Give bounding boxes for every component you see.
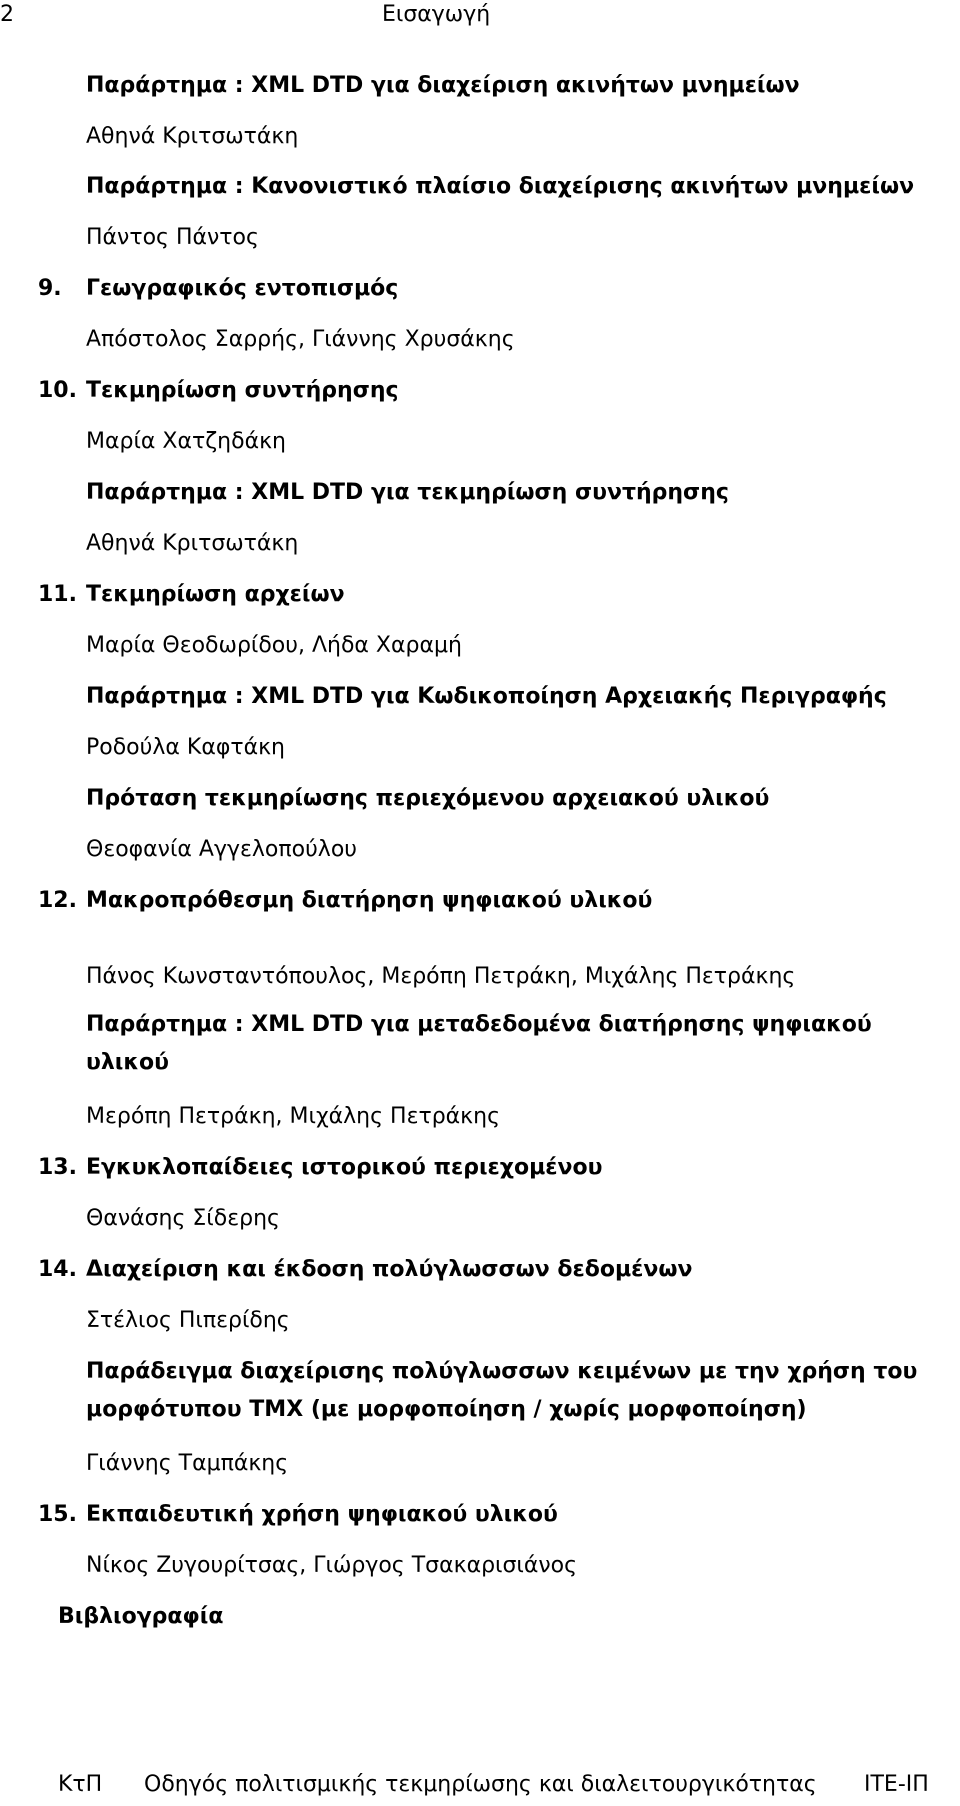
author-line: Απόστολος Σαρρής, Γιάννης Χρυσάκης (86, 327, 515, 352)
author-line: Θεοφανία Αγγελοπούλου (86, 837, 358, 862)
chapter-number: 14. (38, 1257, 77, 1282)
section-heading: Πρόταση τεκμηρίωσης περιεχόμενου αρχειακού υλικού (86, 786, 770, 811)
chapter-heading: Μακροπρόθεσμη διατήρηση ψηφιακού υλικού (86, 888, 653, 913)
chapter-heading: Εκπαιδευτική χρήση ψηφιακού υλικού (86, 1502, 558, 1527)
author-line: Θανάσης Σίδερης (86, 1206, 280, 1231)
chapter-number: 10. (38, 378, 77, 403)
footer-center: Οδηγός πολιτισμικής τεκμηρίωσης και διαλειτουργικότητας (144, 1772, 817, 1797)
chapter-heading: Τεκμηρίωση αρχείων (86, 582, 345, 607)
example-heading: Παράδειγμα διαχείρισης πολύγλωσσων κειμένων με την χρήση του μορφότυπου TMX (με μορφοποίηση / χωρίς μορφοποίηση) (86, 1359, 918, 1422)
author-line: Νίκος Ζυγουρίτσας, Γιώργος Τσακαρισιάνος (86, 1553, 578, 1578)
chapter-heading: Τεκμηρίωση συντήρησης (86, 378, 399, 403)
bibliography-heading: Βιβλιογραφία (58, 1604, 224, 1629)
chapter-number: 12. (38, 888, 77, 913)
author-line: Μερόπη Πετράκη, Μιχάλης Πετράκης (86, 1104, 500, 1129)
chapter-heading: Διαχείριση και έκδοση πολύγλωσσων δεδομένων (86, 1257, 693, 1282)
footer-left: ΚτΠ (58, 1772, 103, 1797)
author-line: Πάνος Κωνσταντόπουλος, Μερόπη Πετράκη, Μιχάλης Πετράκης (86, 964, 796, 989)
chapter-number: 13. (38, 1155, 77, 1180)
chapter-number: 11. (38, 582, 77, 607)
chapter-number: 9. (38, 276, 62, 301)
appendix-heading: Παράρτημα : Κανονιστικό πλαίσιο διαχείρισης ακινήτων μνημείων (86, 174, 915, 199)
appendix-heading: Παράρτημα : XML DTD για μεταδεδομένα διατήρησης ψηφιακού υλικού (86, 1012, 872, 1075)
author-line: Πάντος Πάντος (86, 225, 259, 250)
page-number: 2 (0, 2, 14, 27)
author-line: Μαρία Θεοδωρίδου, Λήδα Χαραμή (86, 633, 462, 658)
chapter-number: 15. (38, 1502, 77, 1527)
chapter-heading: Γεωγραφικός εντοπισμός (86, 276, 399, 301)
author-line: Μαρία Χατζηδάκη (86, 429, 286, 454)
author-line: Αθηνά Κριτσωτάκη (86, 531, 299, 556)
author-line: Στέλιος Πιπερίδης (86, 1308, 290, 1333)
footer-right: ΙΤΕ-ΙΠ (864, 1772, 929, 1797)
appendix-heading: Παράρτημα : XML DTD για διαχείριση ακινήτων μνημείων (86, 73, 800, 98)
author-line: Γιάννης Ταμπάκης (86, 1451, 289, 1476)
appendix-heading: Παράρτημα : XML DTD για Κωδικοποίηση Αρχειακής Περιγραφής (86, 684, 887, 709)
author-line: Αθηνά Κριτσωτάκη (86, 124, 299, 149)
author-line: Ροδούλα Καφτάκη (86, 735, 285, 760)
chapter-heading: Εγκυκλοπαίδειες ιστορικού περιεχομένου (86, 1155, 603, 1180)
running-header-title: Εισαγωγή (382, 2, 491, 27)
appendix-heading: Παράρτημα : XML DTD για τεκμηρίωση συντήρησης (86, 480, 729, 505)
